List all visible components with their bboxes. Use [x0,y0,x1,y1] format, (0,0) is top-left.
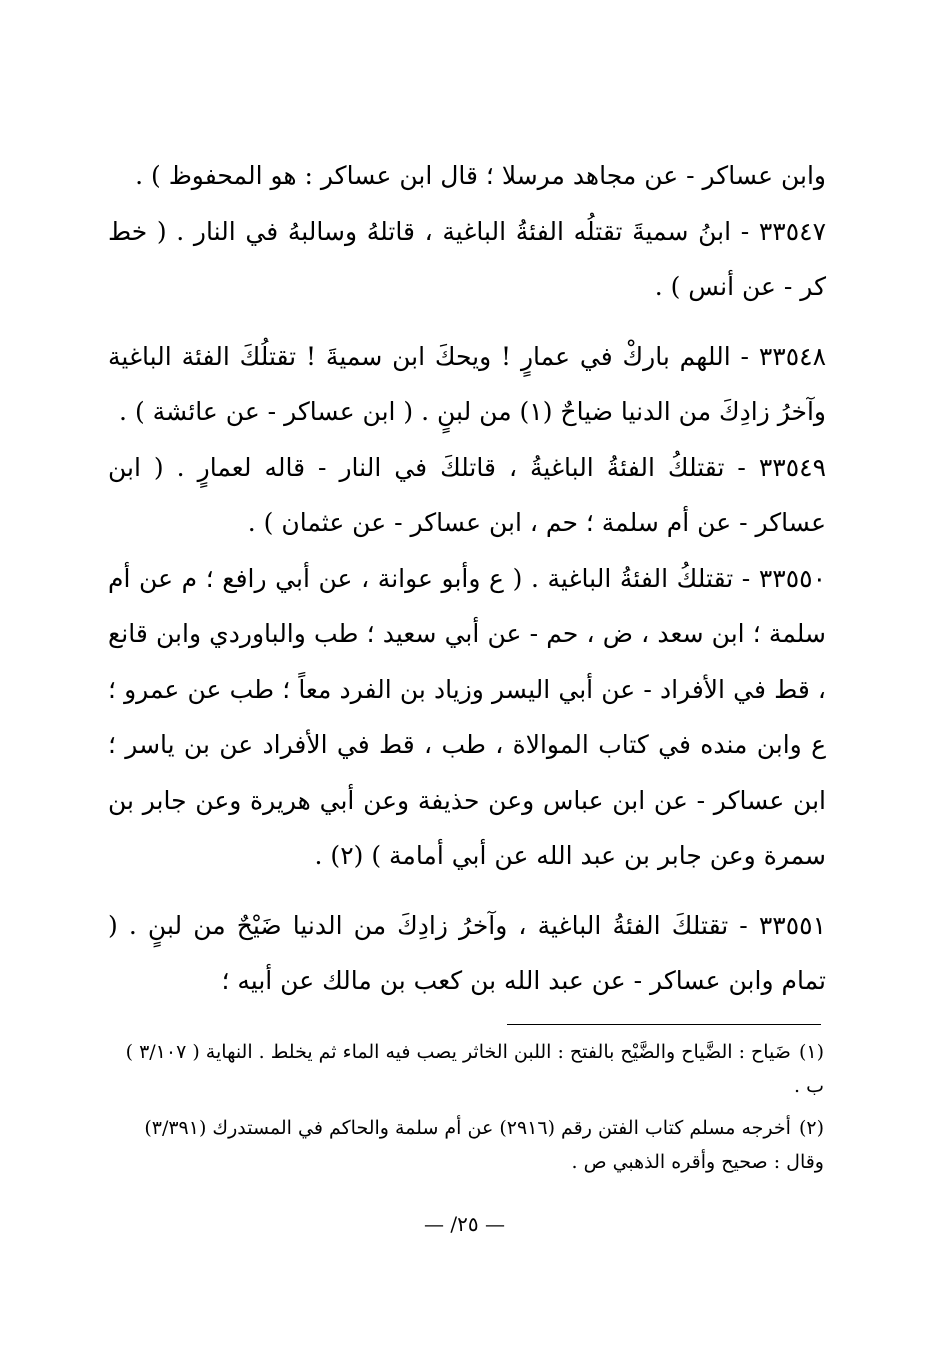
page-number: — ٢٥/ — [424,1212,505,1236]
footnotes [112,1035,824,1187]
hadith-33551: ٣٣٥٥١ - تقتلكَ الفئةُ الباغية ، وآخرُ زادِكَ من الدنيا ضَيْحٌ من لبنٍ . ( تمام وابن عساكر - عن عبد الله بن كعب بن مالك عن أبيه ؛ [108,910,826,995]
hadith-33550: ٣٣٥٥٠ - تقتلكُ الفئةُ الباغية . ( ع وأبو عوانة ، عن أبي رافع ؛ م عن أم سلمة ؛ ابن سعد ، ض ، حم - عن أبي سعيد ؛ طب والباوردي وابن قانع ، قط في الأفراد - عن أبي اليسر وزياد بن الفرد معاً ؛ طب عن عمرو ؛ ع وابن منده في كتاب الموالاة ، طب ، قط في الأفراد عن بن ياسر ؛ ابن عساكر - عن ابن عباس وعن حذيفة وعن أبي هريرة وعن جابر بن سمرة وعن جابر بن عبد الله عن أبي أمامة ) (٢) . [108,563,826,870]
footnote-1-number: (١) [798,1041,824,1063]
footnote-2-text: أخرجه مسلم كتاب الفتن رقم (٢٩١٦) عن أم سلمة والحاكم في المستدرك (٣/٣٩١) وقال : صحيح وأقره الذهبي ص . [144,1117,824,1173]
footnote-1 [112,1035,824,1103]
footnote-2-number: (٢) [798,1117,824,1139]
footnote-separator [507,1024,821,1025]
footnote-1-text: ضَياح : الضَّياح والضَّيْح بالفتح : اللبن الخاثر يصب فيه الماء ثم يخلط . النهاية ( ٣/١٠٧ ) ب . [125,1041,824,1097]
footnote-2 [112,1111,824,1179]
hadith-33549: ٣٣٥٤٩ - تقتلكُ الفئةُ الباغيةُ ، قاتلكَ في النار - قاله لعمارٍ . ( ابن عساكر - عن أم سلمة ؛ حم ، ابن عساكر - عن عثمان ) . [108,452,826,537]
hadith-33548: ٣٣٥٤٨ - اللهم باركْ في عمارٍ ! ويحكَ ابن سميةَ ! تقتلُكَ الفئة الباغية وآخرُ زادِكَ من الدنيا ضياحٌ (١) من لبنٍ . ( ابن عساكر - عن عائشة ) . [108,341,826,426]
hadith-33547: ٣٣٥٤٧ - ابنُ سميةَ تقتلُه الفئةُ الباغية ، قاتلهُ وسالبهُ في النار . ( خط كر - عن أنس ) . [108,216,826,301]
main-text [108,148,826,1009]
paragraph-1: وابن عساكر - عن مجاهد مرسلا ؛ قال ابن عساكر : هو المحفوظ ) . [135,161,826,190]
